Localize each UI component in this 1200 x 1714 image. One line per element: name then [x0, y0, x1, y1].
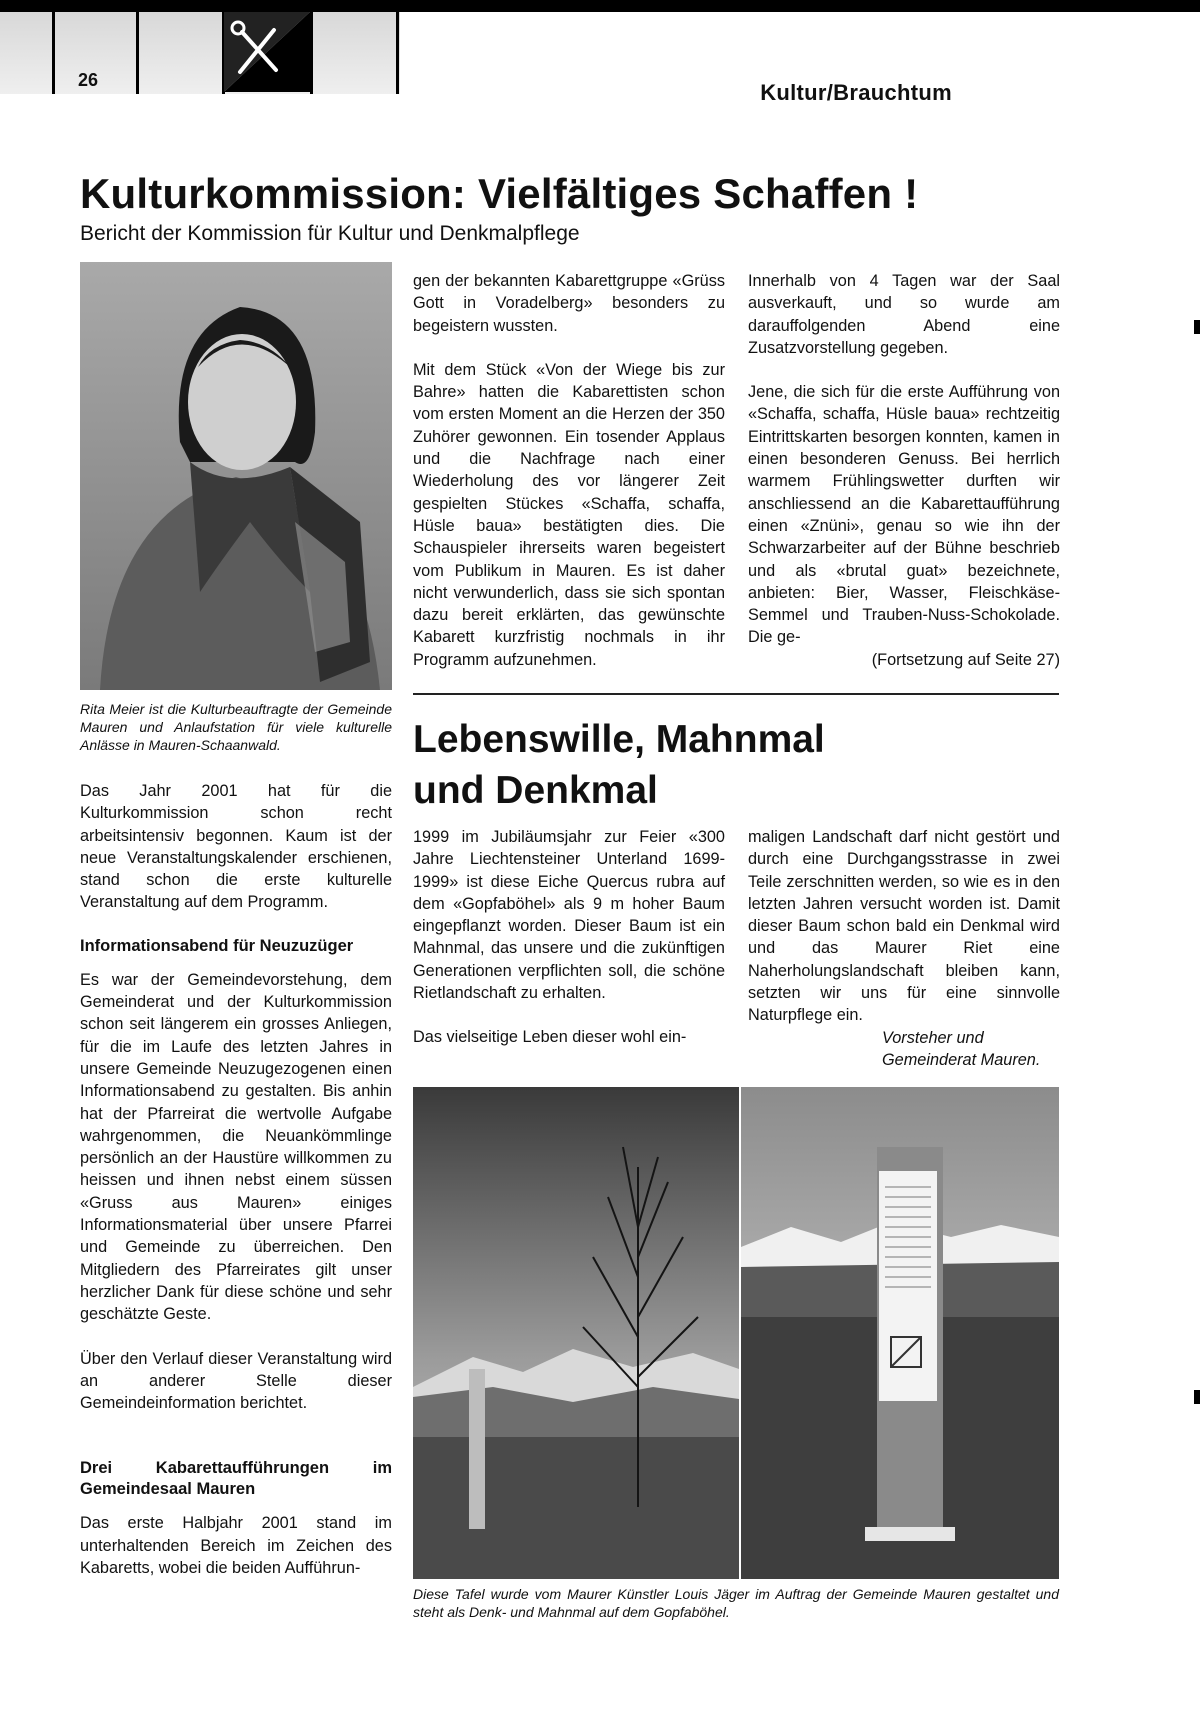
paragraph: Es war der Gemeindevorstehung, dem Gemeinderat und der Kulturkommission schon seit längerem ein grosses Anliegen, für die im Laufe des letzten Jahres in unsere Gemeinde Neuzugezogenen einen Informationsabend zu gestalten. Bis anhin hat der Pfarreirat die wertvolle Aufgabe wahrgenommen, die Neuankömmlinge persönlich an der Haustüre willkommen zu heissen und ihnen nebst einem süssen «Gruss aus Mauren» einiges Informationsmaterial über unsere Pfarrei und Gemeinde zu überreichen. Den Mitgliedern des Pfarreirates gilt unser herzlicher Dank für diese schöne und sehr geschätzte Geste.: [80, 970, 392, 1324]
continued-note: (Fortsetzung auf Seite 27): [871, 650, 1060, 669]
article2-headline: [413, 714, 825, 816]
article1-column-1: [80, 780, 392, 1601]
article2-column-3: [748, 826, 1060, 1071]
article1-column-3: [748, 270, 1060, 671]
municipality-crest-icon: [224, 12, 310, 92]
portrait-photo: [80, 262, 392, 690]
article-title: Kulturkommission: Vielfältiges Schaffen !: [80, 170, 919, 217]
header-rule: [52, 12, 55, 94]
paragraph: Das Jahr 2001 hat für die Kulturkommission schon recht arbeitsintensiv begonnen. Kaum ist der neue Veranstaltungskalender erschienen, stand schon die erste kulturelle Veranstaltung auf dem Programm.: [80, 782, 392, 912]
memorial-photo-caption: Diese Tafel wurde vom Maurer Künstler Louis Jäger im Auftrag der Gemeinde Mauren gestaltet und steht als Denk- und Mahnmal auf dem Gopfaböhel.: [413, 1586, 1059, 1620]
header-rule: [396, 12, 399, 94]
paragraph: Mit dem Stück «Von der Wiege bis zur Bahre» hatten die Kabarettisten schon vom ersten Moment an die Herzen der 350 Zuhörer gewonnen. Ein tosender Applaus und die Nachfrage nach einer Wiederholung des vor längerer Zeit gespielten Stückes «Schaffa, schaffa, Hüsle baua» bestätigten dies. Die Schauspieler ihrerseits waren begeistert vom Publikum in Mauren. Es ist daher nicht verwunderlich, dass sie sich spontan dazu bereit erklärten, das gewünschte Kabarett kurzfristig nochmals in ihr Programm aufzunehmen.: [413, 360, 725, 669]
article1-column-2: [413, 270, 725, 693]
tree-photo: [413, 1087, 739, 1579]
subheading-newcomers: Informationsabend für Neuzuzüger: [80, 936, 354, 955]
article2-column-2: [413, 826, 725, 1071]
portrait-caption: Rita Meier ist die Kulturbeauftragte der Gemeinde Mauren und Anlaufstation für viele kulturelle Anlässe in Mauren-Schaanwald.: [80, 701, 392, 753]
paragraph: Das vielseitige Leben dieser wohl ein-: [413, 1028, 687, 1047]
paragraph: Das erste Halbjahr 2001 stand im unterhaltenden Bereich im Zeichen des Kabaretts, wobei die beiden Aufführun-: [80, 1514, 392, 1578]
scan-mark: [1194, 320, 1200, 334]
signature-line: Vorsteher und: [882, 1028, 984, 1047]
paragraph: maligen Landschaft darf nicht gestört und durch eine Durchgangsstrasse in zwei Teile zerschnitten werden, so wie es in den letzten Jahren versucht worden ist. Damit dieser Baum schon bald ein Denkmal wird und das Maurer Riet eine Naherholungslandschaft bleiben kann, setzten wir uns für eine sinnvolle Naturpflege ein.: [748, 828, 1060, 1025]
paragraph: Jene, die sich für die erste Aufführung von «Schaffa, schaffa, Hüsle baua» rechtzeitig Eintrittskarten besorgen konnten, kamen in einen besonderen Genuss. Bei herrlich warmem Frühlingswetter durften wir anschliessend an die Kabarettaufführung einen «Znüni», genau so wie ihn der Schwarzarbeiter auf der Bühne beschrieb und als «brutal guat» bezeichnete, anbieten: Bier, Wasser, Fleischkäse-Semmel und Trauben-Nuss-Schokolade. Die ge-: [748, 383, 1060, 647]
signature-line: Gemeinderat Mauren.: [882, 1050, 1041, 1069]
memorial-plaque-photo: [741, 1087, 1059, 1579]
paragraph: gen der bekannten Kabarettgruppe «Grüss Gott in Voradelberg» besonders zu begeistern wussten.: [413, 272, 725, 335]
section-title: Kultur/Brauchtum: [760, 80, 952, 105]
paragraph: Innerhalb von 4 Tagen war der Saal ausverkauft, und so wurde am darauffolgenden Abend eine Zusatzvorstellung gegeben.: [748, 272, 1060, 357]
header-rule: [310, 12, 313, 94]
headline-line: Lebenswille, Mahnmal: [413, 718, 825, 761]
article-subtitle: Bericht der Kommission für Kultur und Denkmalpflege: [80, 222, 580, 245]
header-band: [0, 12, 400, 94]
scan-mark: [1194, 1390, 1200, 1404]
top-bar: [0, 0, 1200, 12]
page-number: 26: [78, 70, 99, 90]
header-rule: [136, 12, 139, 94]
subheading-cabaret: Drei Kabarettaufführungen im Gemeindesaal Mauren: [80, 1459, 392, 1499]
article-divider: [413, 693, 1059, 695]
paragraph: 1999 im Jubiläumsjahr zur Feier «300 Jahre Liechtensteiner Unterland 1699-1999» ist diese Eiche Quercus rubra auf dem «Gopfaböhel» als 9 m hoher Baum eingepflanzt worden. Dieser Baum ist ein Mahnmal, das unsere und die zukünftigen Generationen verpflichten soll, die schöne Rietlandschaft zu erhalten.: [413, 828, 725, 1003]
headline-line: und Denkmal: [413, 769, 658, 812]
paragraph: Über den Verlauf dieser Veranstaltung wird an anderer Stelle dieser Gemeindeinformation berichtet.: [80, 1349, 392, 1413]
